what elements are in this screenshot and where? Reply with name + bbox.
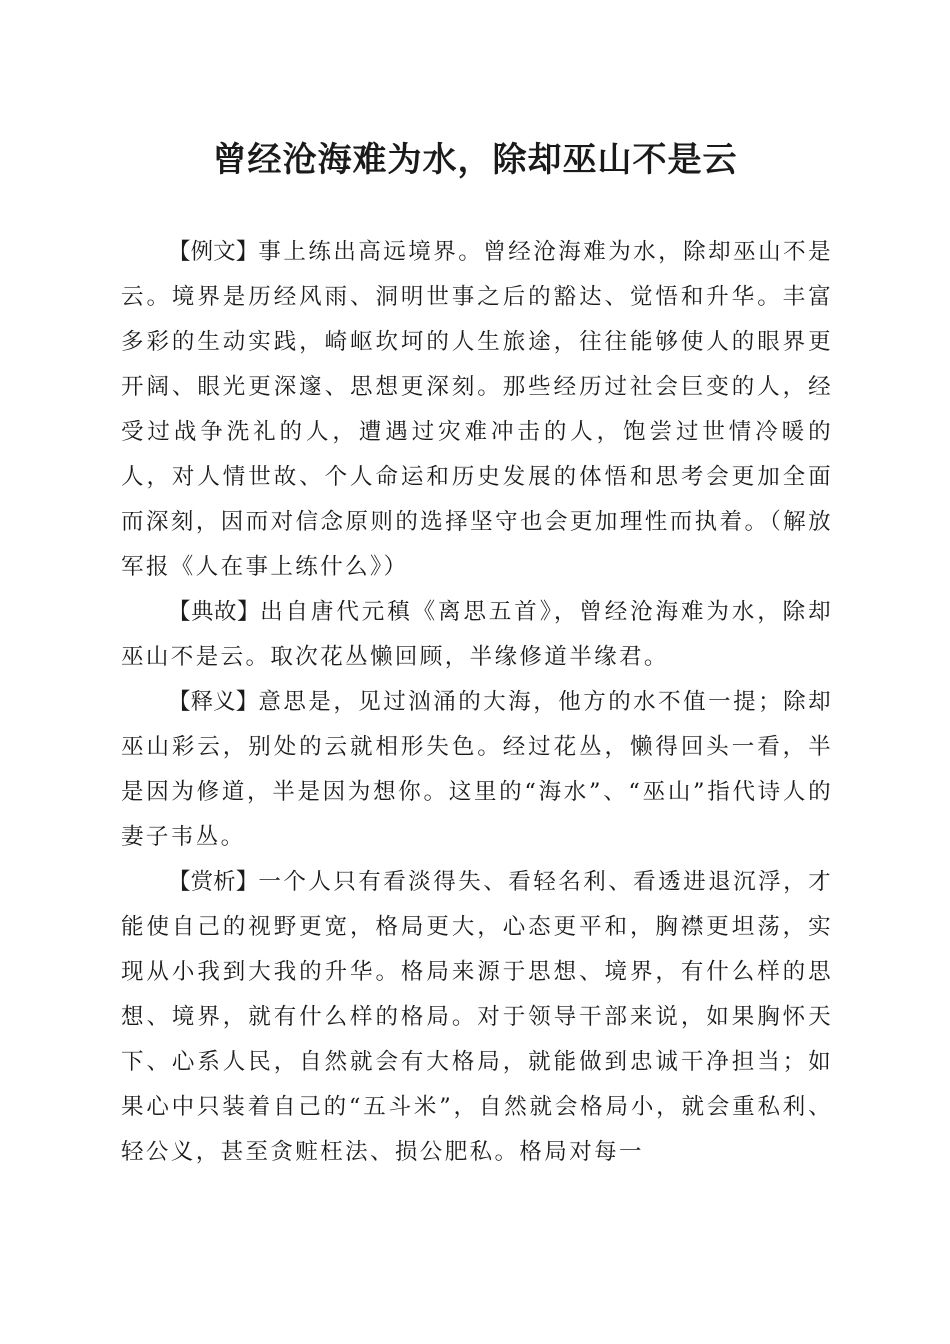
paragraph-interpretation (121, 680, 833, 860)
paragraph-label-allusion: 【典故】 (168, 599, 261, 625)
document-body (121, 230, 833, 1175)
paragraph-label-appreciation: 【赏析】 (168, 869, 259, 895)
paragraph-label-example: 【例文】 (168, 239, 259, 265)
paragraph-example (121, 230, 833, 590)
document-title: 曾经沧海难为水，除却巫山不是云 (212, 140, 738, 180)
paragraph-text-interpretation: 意思是，见过汹涌的大海，他方的水不值一提；除却巫山彩云，别处的云就相形失色。经过花丛，懒得回头一看，半是因为修道，半是因为想你。这里的“海水”、“巫山”指代诗人的妻子韦丛。 (121, 689, 833, 850)
paragraph-label-interpretation: 【释义】 (168, 689, 259, 715)
paragraph-appreciation (121, 860, 833, 1175)
paragraph-text-allusion: 出自唐代元稹《离思五首》，曾经沧海难为水，除却巫山不是云。取次花丛懒回顾，半缘修道半缘君。 (121, 599, 833, 670)
paragraph-allusion (121, 590, 833, 680)
paragraph-text-appreciation: 一个人只有看淡得失、看轻名利、看透进退沉浮，才能使自己的视野更宽，格局更大，心态更平和，胸襟更坦荡，实现从小我到大我的升华。格局来源于思想、境界，有什么样的思想、境界，就有什么样的格局。对于领导干部来说，如果胸怀天下、心系人民，自然就会有大格局，就能做到忠诚干净担当；如果心中只装着自己的“五斗米”，自然就会格局小，就会重私利、轻公义，甚至贪赃枉法、损公肥私。格局对每一 (121, 869, 833, 1165)
paragraph-text-example: 事上练出高远境界。曾经沧海难为水，除却巫山不是云。境界是历经风雨、洞明世事之后的豁达、觉悟和升华。丰富多彩的生动实践，崎岖坎坷的人生旅途，往往能够使人的眼界更开阔、眼光更深邃、思想更深刻。那些经历过社会巨变的人，经受过战争洗礼的人，遭遇过灾难冲击的人，饱尝过世情冷暖的人，对人情世故、个人命运和历史发展的体悟和思考会更加全面而深刻，因而对信念原则的选择坚守也会更加理性而执着。（解放军报《人在事上练什么》） (121, 239, 833, 580)
